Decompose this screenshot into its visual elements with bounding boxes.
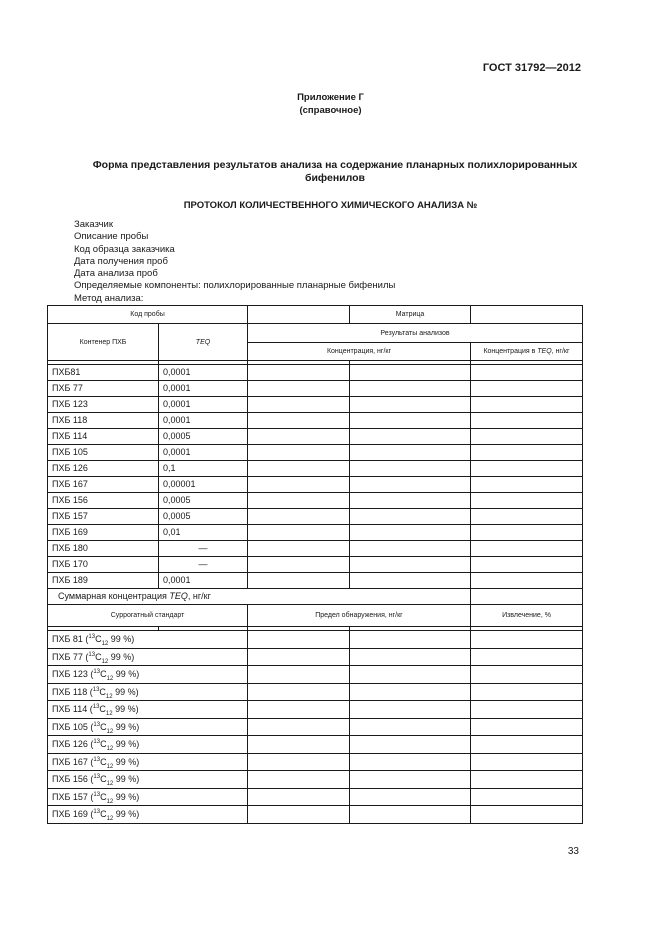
congener-row [48, 573, 583, 589]
empty-cell [350, 541, 471, 557]
empty-cell [350, 666, 471, 684]
surrogate-row [48, 753, 583, 771]
empty-cell [471, 683, 583, 701]
surrogate-name: ПХБ 157 ($^{13}C_{12}$ 99 %) [48, 788, 248, 806]
teq-value: — [159, 541, 248, 557]
header-row-results [48, 324, 583, 343]
surrogate-name: ПХБ 126 ($^{13}C_{12}$ 99 %) [48, 736, 248, 754]
empty-cell [350, 525, 471, 541]
empty-cell [350, 445, 471, 461]
empty-cell [471, 736, 583, 754]
empty-cell [350, 648, 471, 666]
surrogate-name: ПХБ 123 ($^{13}C_{12}$ 99 %) [48, 666, 248, 684]
empty-cell [248, 381, 350, 397]
empty-cell [248, 477, 350, 493]
empty-cell [350, 461, 471, 477]
empty-cell [471, 648, 583, 666]
field-customer-sample-code: Код образца заказчика [74, 243, 175, 255]
empty-cell [471, 753, 583, 771]
congener-row [48, 493, 583, 509]
congener-row [48, 397, 583, 413]
empty-cell [471, 381, 583, 397]
congener-row [48, 445, 583, 461]
annex-note: (справочное) [299, 105, 362, 116]
surrogate-row [48, 683, 583, 701]
congener-name: ПХБ 77 [48, 381, 159, 397]
empty-cell [471, 493, 583, 509]
surrogate-row [48, 666, 583, 684]
empty-cell [350, 771, 471, 789]
congener-name: ПХБ 157 [48, 509, 159, 525]
congener-row [48, 429, 583, 445]
teq-value: — [159, 557, 248, 573]
empty-cell [248, 753, 350, 771]
empty-cell [350, 573, 471, 589]
empty-cell [350, 397, 471, 413]
empty-cell [248, 631, 350, 649]
protocol-fields [74, 219, 395, 305]
surrogate-name: ПХБ 114 ($^{13}C_{12}$ 99 %) [48, 701, 248, 719]
surrogate-row [48, 718, 583, 736]
teq-value: 0,1 [159, 461, 248, 477]
empty-cell [471, 557, 583, 573]
teq-value: 0,0005 [159, 509, 248, 525]
congener-name: ПХБ 169 [48, 525, 159, 541]
field-analysis-date: Дата анализа проб [74, 268, 158, 280]
field-sample-description: Описание пробы [74, 231, 149, 243]
empty-cell [471, 806, 583, 824]
empty-cell [350, 753, 471, 771]
congener-row [48, 509, 583, 525]
sum-label: Суммарная концентрация TEQ, нг/кг [48, 589, 471, 605]
header-row-sample [48, 306, 583, 324]
teq-value: 0,00001 [159, 477, 248, 493]
field-customer: Заказчик [74, 219, 114, 230]
empty-cell [350, 477, 471, 493]
congener-row [48, 461, 583, 477]
empty-cell [471, 771, 583, 789]
empty-cell [471, 788, 583, 806]
empty-cell [248, 365, 350, 381]
concentration-teq-header: Концентрация в TEQ, нг/кг [471, 343, 583, 361]
empty-cell [248, 541, 350, 557]
congener-row [48, 541, 583, 557]
empty-cell [471, 631, 583, 649]
sample-code-value [248, 306, 350, 324]
empty-cell [471, 365, 583, 381]
empty-cell [350, 365, 471, 381]
teq-value: 0,0001 [159, 413, 248, 429]
empty-cell [350, 788, 471, 806]
empty-cell [350, 736, 471, 754]
empty-cell [471, 445, 583, 461]
empty-cell [471, 413, 583, 429]
surrogate-row [48, 648, 583, 666]
empty-cell [350, 631, 471, 649]
congener-row [48, 557, 583, 573]
empty-cell [350, 429, 471, 445]
surrogate-name: ПХБ 169 ($^{13}C_{12}$ 99 %) [48, 806, 248, 824]
congener-name: ПХБ 114 [48, 429, 159, 445]
empty-cell [248, 648, 350, 666]
detection-limit-header: Предел обнаружения, нг/кг [248, 605, 471, 627]
empty-cell [248, 397, 350, 413]
congener-name: ПХБ 156 [48, 493, 159, 509]
surrogate-row [48, 771, 583, 789]
empty-cell [248, 461, 350, 477]
congener-name: ПХБ 118 [48, 413, 159, 429]
surrogate-row [48, 788, 583, 806]
empty-cell [471, 718, 583, 736]
surrogate-row [48, 806, 583, 824]
empty-cell [248, 525, 350, 541]
empty-cell [350, 557, 471, 573]
congener-row [48, 413, 583, 429]
teq-value: 0,0001 [159, 573, 248, 589]
empty-cell [471, 429, 583, 445]
empty-cell [471, 701, 583, 719]
concentration-header: Концентрация, нг/кг [248, 343, 471, 361]
matrix-header: Матрица [350, 306, 471, 324]
surrogate-name: ПХБ 167 ($^{13}C_{12}$ 99 %) [48, 753, 248, 771]
field-receipt-date: Дата получения проб [74, 255, 168, 267]
empty-cell [471, 541, 583, 557]
surrogate-row [48, 736, 583, 754]
congener-row [48, 381, 583, 397]
teq-value: 0,0001 [159, 445, 248, 461]
empty-cell [471, 461, 583, 477]
field-components: Определяемые компоненты: полихлорированные планарные бифенилы [74, 280, 396, 292]
teq-value: 0,0001 [159, 365, 248, 381]
field-method: Метод анализа: [74, 292, 144, 304]
surrogate-row [48, 701, 583, 719]
surrogate-header-row [48, 605, 583, 627]
teq-value: 0,0001 [159, 381, 248, 397]
empty-cell [350, 683, 471, 701]
congener-name: ПХБ 123 [48, 397, 159, 413]
congener-name: ПХБ 189 [48, 573, 159, 589]
empty-cell [248, 445, 350, 461]
teq-value: 0,0005 [159, 493, 248, 509]
empty-cell [350, 493, 471, 509]
empty-cell [471, 477, 583, 493]
form-title: Форма представления результатов анализа на содержание планарных полихлорированных бифенилов [92, 159, 578, 184]
teq-value: 0,01 [159, 525, 248, 541]
surrogate-name: ПХБ 77 ($^{13}C_{12}$ 99 %) [48, 648, 248, 666]
empty-cell [350, 806, 471, 824]
empty-cell [248, 429, 350, 445]
congener-name: ПХБ81 [48, 365, 159, 381]
standard-number: ГОСТ 31792—2012 [482, 62, 581, 74]
congener-name: ПХБ 170 [48, 557, 159, 573]
surrogate-row [48, 631, 583, 649]
empty-cell [350, 381, 471, 397]
empty-cell [471, 509, 583, 525]
surrogate-name: ПХБ 156 ($^{13}C_{12}$ 99 %) [48, 771, 248, 789]
congener-row [48, 477, 583, 493]
surrogate-name: ПХБ 105 ($^{13}C_{12}$ 99 %) [48, 718, 248, 736]
empty-cell [248, 788, 350, 806]
surrogate-name: ПХБ 81 ($^{13}C_{12}$ 99 %) [48, 631, 248, 649]
empty-cell [248, 806, 350, 824]
surrogate-name: ПХБ 118 ($^{13}C_{12}$ 99 %) [48, 683, 248, 701]
congener-name: ПХБ 167 [48, 477, 159, 493]
results-header: Результаты анализов [248, 324, 583, 343]
empty-cell [248, 509, 350, 525]
congener-row [48, 365, 583, 381]
teq-value: 0,0001 [159, 397, 248, 413]
results-table [47, 305, 583, 824]
matrix-value [471, 306, 583, 324]
empty-cell [350, 413, 471, 429]
page-number: 33 [567, 846, 579, 857]
empty-cell [248, 493, 350, 509]
annex-title: Приложение Г [297, 92, 364, 103]
protocol-title: ПРОТОКОЛ КОЛИЧЕСТВЕННОГО ХИМИЧЕСКОГО АНАЛИЗА № [183, 200, 478, 211]
empty-cell [471, 525, 583, 541]
empty-cell [248, 701, 350, 719]
empty-cell [248, 771, 350, 789]
congener-header: Контенер ПХБ [48, 324, 159, 361]
empty-cell [471, 589, 583, 605]
empty-cell [248, 736, 350, 754]
empty-cell [350, 701, 471, 719]
empty-cell [471, 397, 583, 413]
empty-cell [350, 718, 471, 736]
empty-cell [248, 718, 350, 736]
congener-name: ПХБ 105 [48, 445, 159, 461]
empty-cell [248, 683, 350, 701]
teq-value: 0,0005 [159, 429, 248, 445]
congener-row [48, 525, 583, 541]
surrogate-header: Суррогатный стандарт [48, 605, 248, 627]
empty-cell [248, 413, 350, 429]
empty-cell [248, 557, 350, 573]
empty-cell [471, 573, 583, 589]
congener-name: ПХБ 180 [48, 541, 159, 557]
congener-name: ПХБ 126 [48, 461, 159, 477]
sum-row [48, 589, 583, 605]
recovery-header: Извлечение, % [471, 605, 583, 627]
empty-cell [350, 509, 471, 525]
empty-cell [248, 573, 350, 589]
empty-cell [471, 666, 583, 684]
teq-header: TEQ [159, 324, 248, 361]
empty-cell [248, 666, 350, 684]
sample-code-header: Код пробы [48, 306, 248, 324]
